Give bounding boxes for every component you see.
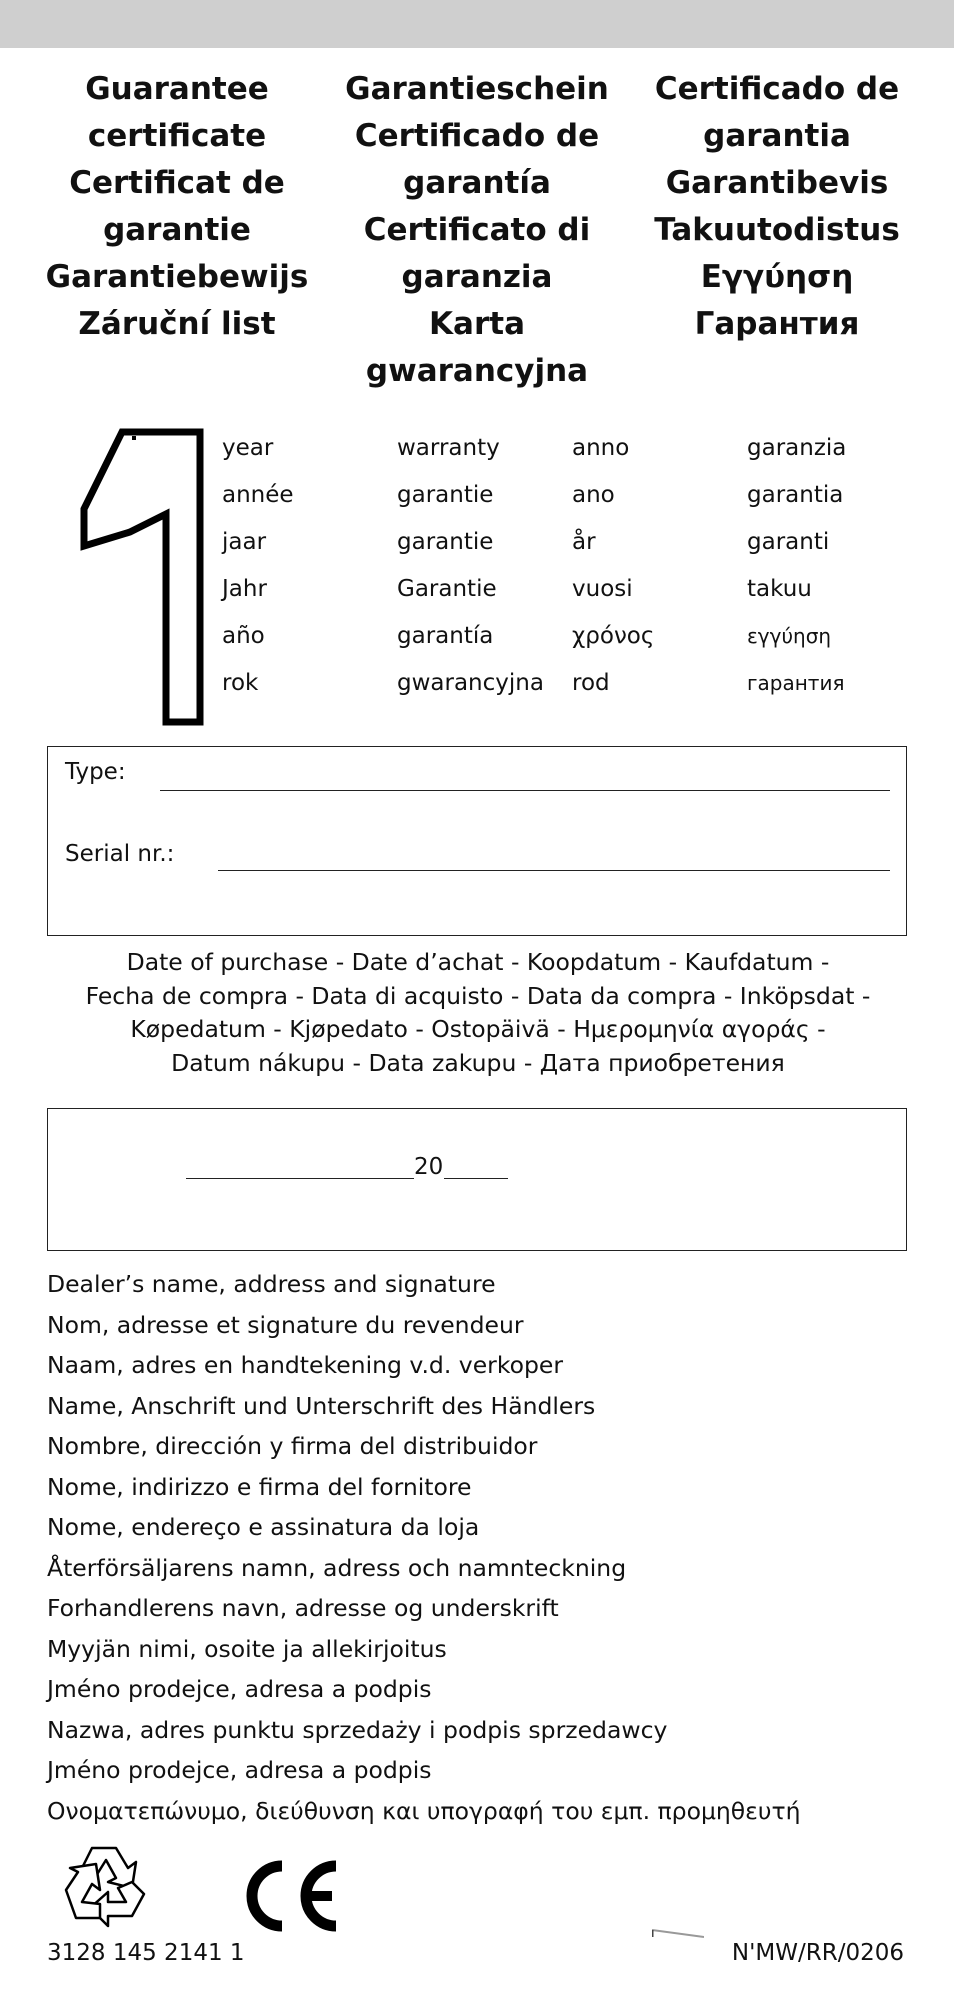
title-line: Záruční list xyxy=(78,306,276,342)
product-info-box xyxy=(47,746,907,936)
dealer-line: Nazwa, adres punktu sprzedaży i podpis sprzedawcy xyxy=(47,1715,668,1744)
title-line: Garantibevis xyxy=(665,165,889,201)
grid-word: garantía xyxy=(397,623,494,649)
grid-word: garanti xyxy=(747,529,830,555)
title-line: certificate xyxy=(87,118,267,154)
dealer-info-caption xyxy=(47,1264,801,1831)
dealer-line: Dealer’s name, address and signature xyxy=(47,1270,496,1298)
purchase-date-box xyxy=(47,1108,907,1251)
title-line: Karta xyxy=(429,306,525,342)
grid-word: garanzia xyxy=(747,435,847,461)
caption-line: Køpedatum - Kjøpedato - Ostopäivä - Ημερομηνία αγοράς - xyxy=(130,1015,826,1043)
grid-word: rok xyxy=(222,670,259,696)
title-column-1 xyxy=(38,66,316,395)
title-line: Guarantee xyxy=(85,71,269,107)
grid-word: garantie xyxy=(397,482,494,508)
date-year-line[interactable] xyxy=(444,1178,508,1179)
title-column-3 xyxy=(638,66,916,395)
grid-word: garantia xyxy=(747,482,844,508)
dealer-line: Ονοματεπώνυμο, διεύθυνση και υπογραφή του εμπ. προμηθευτή xyxy=(47,1796,801,1825)
grid-word: ano xyxy=(572,482,615,508)
grid-word: år xyxy=(572,529,596,555)
title-line: garantie xyxy=(103,212,251,248)
grid-word: Garantie xyxy=(397,576,497,602)
grid-word: εγγύηση xyxy=(747,624,832,648)
grid-word: année xyxy=(222,482,294,508)
dealer-line: Myyjän nimi, osoite ja allekirjoitus xyxy=(47,1634,447,1663)
grid-word: year xyxy=(222,435,274,461)
title-line: Takuutodistus xyxy=(654,212,900,248)
grid-word: takuu xyxy=(747,576,812,602)
scan-artifact xyxy=(652,1928,704,1938)
title-line: garantía xyxy=(403,165,551,201)
dealer-line: Jméno prodejce, adresa a podpis xyxy=(47,1756,432,1784)
title-line: Garantieschein xyxy=(345,71,609,107)
caption-line: Date of purchase - Date d’achat - Koopdatum - Kaufdatum - xyxy=(126,948,830,976)
grid-word: rod xyxy=(572,670,610,696)
certificate-titles xyxy=(38,66,916,395)
part-number: 3128 145 2141 1 xyxy=(47,1940,245,1966)
title-line: Гарантия xyxy=(694,306,860,342)
title-column-2 xyxy=(338,66,616,395)
title-line: Garantiebewijs xyxy=(45,259,309,295)
grid-word: vuosi xyxy=(572,576,633,602)
ce-mark xyxy=(238,1858,340,1934)
grid-word: jaar xyxy=(222,529,267,555)
title-line: Certificado de xyxy=(654,71,900,107)
caption-line: Datum nákupu - Data zakupu - Дата приобретения xyxy=(171,1048,785,1077)
grid-word: año xyxy=(222,623,265,649)
grid-word: гарантия xyxy=(747,671,845,695)
title-line: garanzia xyxy=(401,259,553,295)
title-line: Certificato di xyxy=(363,212,591,248)
one-year-numeral-graphic xyxy=(44,426,206,731)
serial-label: Serial nr.: xyxy=(65,841,175,867)
dealer-line: Nome, indirizzo e firma del fornitore xyxy=(47,1472,472,1501)
dealer-line: Naam, adres en handtekening v.d. verkoper xyxy=(47,1351,564,1379)
dealer-line: Jméno prodejce, adresa a podpis xyxy=(47,1675,432,1703)
type-label: Type: xyxy=(65,759,126,785)
grid-word: gwarancyjna xyxy=(397,670,544,696)
title-line: garantia xyxy=(703,118,851,154)
document-code: N'MW/RR/0206 xyxy=(731,1940,904,1966)
date-day-month-line[interactable] xyxy=(186,1178,414,1179)
grid-word: garantie xyxy=(397,529,494,555)
grid-word: Jahr xyxy=(222,576,267,602)
serial-input-line[interactable] xyxy=(218,870,890,871)
dealer-line: Nom, adresse et signature du revendeur xyxy=(47,1310,524,1339)
grid-word: χρόνος xyxy=(572,623,655,649)
grid-word: anno xyxy=(572,435,630,461)
title-line: Certificat de xyxy=(69,165,285,201)
type-input-line[interactable] xyxy=(160,790,890,791)
dealer-line: Forhandlerens navn, adresse og underskrift xyxy=(47,1594,559,1622)
dealer-line: Nombre, dirección y firma del distribuidor xyxy=(47,1432,538,1460)
date-of-purchase-caption xyxy=(48,946,908,1080)
title-line: gwarancyjna xyxy=(365,353,589,389)
title-line: Certificado de xyxy=(354,118,600,154)
title-line: Εγγύηση xyxy=(700,259,854,295)
recycle-icon xyxy=(56,1842,152,1934)
dealer-line: Name, Anschrift und Unterschrift des Händlers xyxy=(47,1391,596,1420)
dealer-line: Återförsäljarens namn, adress och namnteckning xyxy=(47,1553,627,1582)
caption-line: Fecha de compra - Data di acquisto - Data da compra - Inköpsdat - xyxy=(85,981,871,1010)
year-prefix: 20 xyxy=(414,1154,444,1180)
dealer-line: Nome, endereço e assinatura da loja xyxy=(47,1513,480,1541)
grid-word: warranty xyxy=(397,435,500,461)
top-gray-band xyxy=(0,0,954,48)
